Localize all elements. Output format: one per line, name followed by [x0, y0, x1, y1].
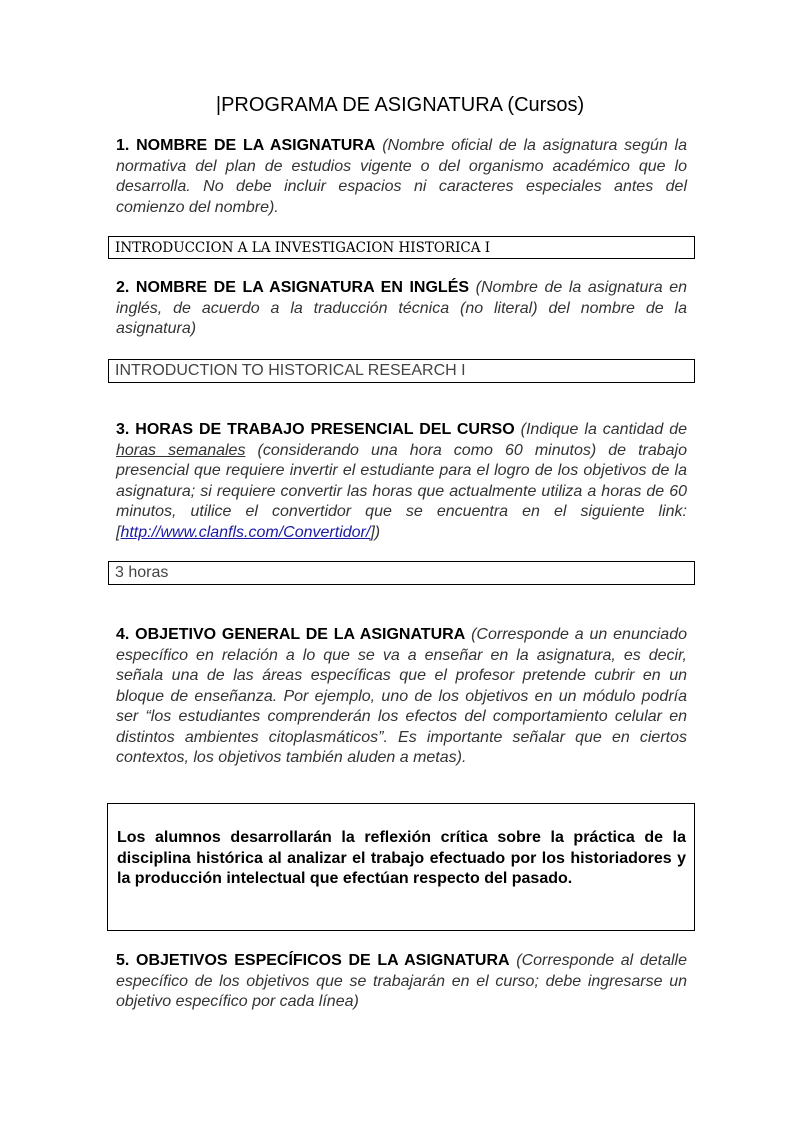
- section-1-heading: 1. NOMBRE DE LA ASIGNATURA: [116, 137, 376, 154]
- section-1-text: [116, 136, 687, 218]
- english-name-field[interactable]: [108, 359, 695, 383]
- section-5-heading: 5. OBJETIVOS ESPECÍFICOS DE LA ASIGNATURA: [116, 952, 510, 969]
- section-2-heading: 2. NOMBRE DE LA ASIGNATURA EN INGLÉS: [116, 279, 470, 296]
- section-3-description-b: (considerando una hora como 60 minutos) de trabajo presencial que requiere invertir el estudiante para el logro de los objetivos de la asignatura; si requiere convertir las horas que actualmente utiliza a horas de 60 minutos, utilice el convertidor que se encuentra en el siguiente link: [: [116, 441, 687, 541]
- section-3-text: [116, 420, 687, 543]
- general-objective-field[interactable]: [107, 803, 695, 931]
- section-3-description-a: (Indique la cantidad de: [520, 421, 688, 438]
- section-3-description-c: ]): [370, 523, 381, 541]
- page-title: |PROGRAMA DE ASIGNATURA (Cursos): [215, 94, 585, 116]
- course-name-value: INTRODUCCION A LA INVESTIGACION HISTORICA I: [115, 240, 491, 256]
- general-objective-value: Los alumnos desarrollarán la reflexión crítica sobre la práctica de la disciplina histórica al analizar el trabajo efectuado por los historiadores y la producción intelectual que efectúan respecto del pasado.: [117, 829, 686, 887]
- section-4-text: [116, 625, 687, 769]
- section-2-text: [116, 278, 687, 340]
- section-5-text: [116, 951, 687, 1013]
- hours-value: 3 horas: [115, 564, 169, 581]
- course-name-field[interactable]: [108, 236, 695, 259]
- section-4-heading: 4. OBJETIVO GENERAL DE LA ASIGNATURA: [116, 626, 466, 643]
- section-3-heading: 3. HORAS DE TRABAJO PRESENCIAL DEL CURSO: [116, 421, 515, 438]
- section-5-description: (Corresponde al detalle específico de los objetivos que se trabajarán en el curso; debe ingresarse un objetivo específico por cada línea): [116, 952, 687, 1010]
- section-2-description: (Nombre de la asignatura en inglés, de acuerdo a la traducción técnica (no literal) del nombre de la asignatura): [116, 279, 688, 337]
- english-name-value: INTRODUCTION TO HISTORICAL RESEARCH I: [115, 362, 466, 379]
- section-1-description: (Nombre oficial de la asignatura según la normativa del plan de estudios vigente o del organismo académico que lo desarrolla. No debe incluir espacios ni caracteres especiales antes del comienzo del nombre).: [116, 137, 688, 216]
- converter-link[interactable]: http://www.clanfls.com/Convertidor/: [120, 523, 371, 541]
- section-4-description: (Corresponde a un enunciado específico en relación a lo que se va a enseñar en la asignatura, es decir, señala una de las áreas específicas que el profesor pretende cubrir en un bloque de enseñanza. Por ejemplo, uno de los objetivos en un módulo podría ser “los estudiantes comprenderán los efectos del comportamiento celular en distintos ambientes citoplasmáticos”. Es importante señalar que en ciertos contextos, los objetivos también aluden a metas).: [116, 626, 687, 766]
- weekly-hours-underline: horas semanales: [116, 441, 246, 459]
- hours-field[interactable]: [108, 561, 695, 585]
